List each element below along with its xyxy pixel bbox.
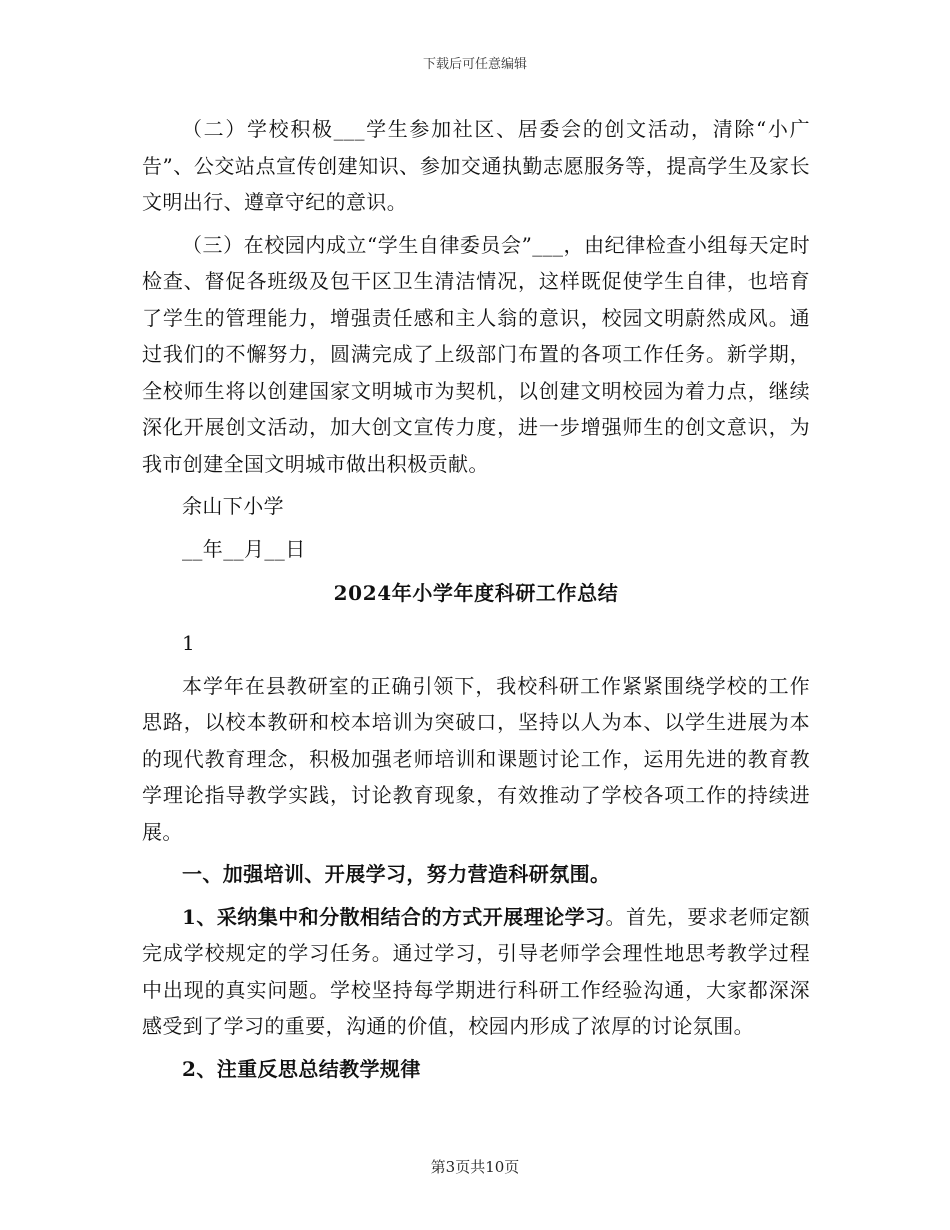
heading-item-two: 2、注重反思总结教学规律: [182, 1056, 421, 1081]
paragraph-school-activities: （二）学校积极___学生参加社区、居委会的创文活动，清除“小广告”、公交站点宣传创建知识、参加交通执勤志愿服务等，提高学生及家长文明出行、遵章守纪的意识。: [142, 117, 810, 214]
paragraph-item-one: [142, 899, 810, 1045]
item-one-heading: 1、采纳集中和分散相结合的方式开展理论学习: [182, 904, 606, 929]
paragraph-self-discipline-committee: （三）在校园内成立“学生自律委员会”___，由纪律检查小组每天定时检查、督促各班级及包干区卫生清洁情况，这样既促使学生自律，也培育了学生的管理能力，增强责任感和主人翁的意识，校园文明蔚然成风。通过我们的不懈努力，圆满完成了上级部门布置的各项工作任务。新学期，全校师生将以创建国家文明城市为契机，以创建文明校园为着力点，继续深化开展创文活动，加大创文宣传力度，进一步增强师生的创文意识，为我市创建全国文明城市做出积极贡献。: [142, 232, 810, 476]
page-footer-number: 第3页共10页: [430, 1158, 520, 1176]
school-name: 余山下小学: [182, 494, 284, 518]
paragraph-intro: 本学年在县教研室的正确引领下，我校科研工作紧紧围绕学校的工作思路，以校本教研和校本培训为突破口，坚持以人为本、以学生进展为本的现代教育理念，积极加强老师培训和课题讨论工作，运用先进的教育教学理论指导教学实践，讨论教育现象，有效推动了学校各项工作的持续进展。: [142, 673, 810, 844]
document-body: [142, 111, 810, 1093]
document-title: 2024年小学年度科研工作总结: [333, 581, 619, 605]
heading-training-learning: 一、加强培训、开展学习，努力营造科研氛围。: [182, 862, 611, 886]
page-header-note: 下载后可任意编辑: [422, 57, 527, 72]
item-one-text: 。首先，要求老师定额完成学校规定的学习任务。通过学习，引导老师学会理性地思考教学过程中出现的真实问题。学校坚持每学期进行科研工作经验沟通，大家都深深感受到了学习的重要，沟通的价值，校园内形成了浓厚的讨论氛围。: [142, 904, 811, 1038]
date-line: __年__月__日: [182, 536, 306, 561]
section-number: 1: [182, 631, 196, 655]
